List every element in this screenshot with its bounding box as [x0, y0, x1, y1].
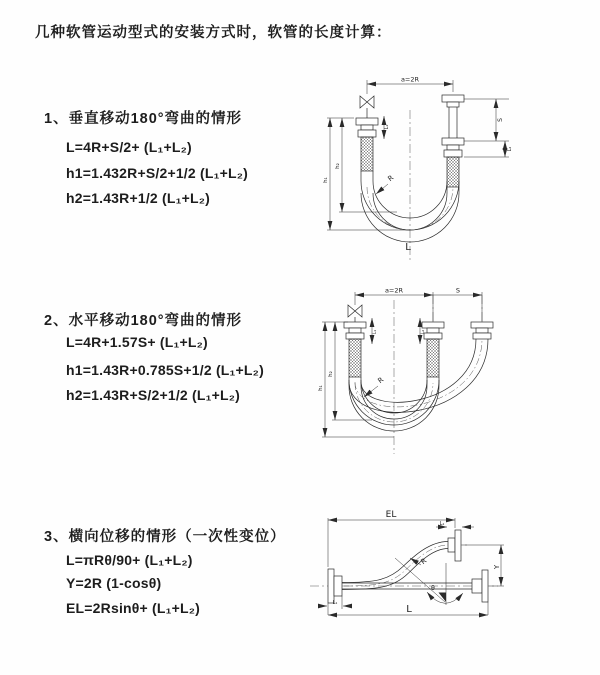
left-flange-fitting: [344, 322, 366, 339]
label-l1: L₁: [373, 329, 378, 335]
right-lower-flange-fitting: [442, 138, 464, 157]
section-3-formula-Y: Y=2R (1-cosθ): [66, 575, 162, 591]
angle-construction-lines: [395, 558, 446, 605]
label-l: L: [406, 604, 412, 615]
label-l1: L₁: [384, 124, 390, 130]
label-el: EL: [385, 510, 397, 520]
label-l2: L₂: [507, 146, 513, 152]
right-flange-fitting: [471, 322, 493, 339]
section-3-formula-EL: EL=2Rsinθ+ (L₁+L₂): [66, 600, 201, 616]
section-2-formula-L: L=4R+1.57S+ (L₁+L₂): [66, 334, 208, 350]
middle-braid-section: [427, 339, 439, 377]
diagram-lateral-displacement: [305, 505, 600, 630]
section-1-heading: 1、垂直移动180°弯曲的情形: [44, 111, 243, 127]
label-l: L: [405, 242, 411, 253]
label-l1-top: L₁: [439, 521, 445, 527]
left-flange-fitting: [328, 569, 342, 603]
valve-icon: [360, 96, 374, 118]
label-h2: h₂: [335, 163, 341, 169]
label-h1: h₁: [318, 385, 324, 391]
label-s: S: [455, 286, 461, 295]
label-a2r: a=2R: [400, 75, 420, 84]
page-title: 几种软管运动型式的安装方式时，软管的长度计算：: [35, 25, 392, 41]
label-theta: θ: [431, 585, 435, 592]
label-a2r: a=2R: [384, 286, 404, 295]
valve-icon: [348, 305, 362, 322]
left-braid-section: [349, 339, 361, 377]
section-3-formula-L: L=πRθ/90+ (L₁+L₂): [66, 552, 193, 568]
right-braid-section: [447, 157, 459, 187]
section-1-formula-h2: h2=1.43R+1/2 (L₁+L₂): [66, 190, 211, 206]
radius-leader: [364, 386, 378, 397]
section-1-formula-h1: h1=1.432R+S/2+1/2 (L₁+L₂): [66, 165, 248, 181]
label-r: R: [419, 556, 429, 567]
label-h2: h₂: [328, 371, 334, 377]
hose-s-curve: [342, 542, 448, 590]
left-flange-fitting: [356, 118, 378, 137]
label-l1-left: L₁: [332, 600, 338, 606]
radius-leader: [376, 184, 388, 194]
label-s: S: [497, 118, 504, 122]
label-h1: h₁: [323, 177, 329, 183]
label-r: R: [386, 173, 396, 184]
section-1-formula-L: L=4R+S/2+ (L₁+L₂): [66, 139, 192, 155]
diagram-vertical-180-bend: [312, 66, 600, 266]
section-2-formula-h1: h1=1.43R+0.785S+1/2 (L₁+L₂): [66, 362, 264, 378]
section-3-heading: 3、横向位移的情形（一次性变位）: [44, 529, 286, 545]
diagram-horizontal-180-bend: [312, 282, 600, 460]
top-right-flange-fitting: [448, 530, 461, 561]
label-r: R: [376, 375, 386, 386]
section-2-formula-h2: h2=1.43R+S/2+1/2 (L₁+L₂): [66, 387, 241, 403]
section-2-heading: 2、水平移动180°弯曲的情形: [44, 313, 243, 329]
label-y: Y: [493, 564, 501, 570]
left-braid-section: [361, 137, 373, 171]
label-l2: L₂: [421, 329, 426, 335]
right-upper-flange-fitting: [442, 95, 464, 107]
hose-u-bend-moved: [349, 339, 488, 412]
lower-right-flange-fitting: [472, 570, 488, 602]
